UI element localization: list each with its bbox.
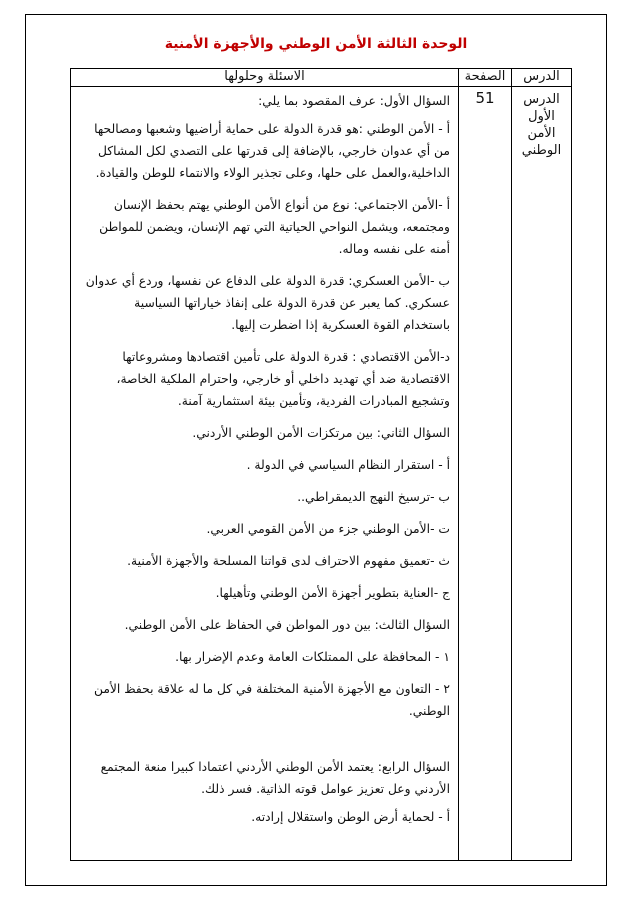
page-title: الوحدة الثالثة الأمن الوطني والأجهزة الأمنية bbox=[164, 36, 468, 52]
answer-line: الوطني. bbox=[408, 704, 450, 718]
lesson-line: الوطني bbox=[521, 143, 562, 158]
answer-line: ت -الأمن الوطني جزء من الأمن القومي العربي. bbox=[206, 522, 450, 536]
question-4: السؤال الرابع: يعتمد الأمن الوطني الأردني اعتمادا كبيرا منعة المجتمع bbox=[100, 760, 450, 774]
page-number: 51 bbox=[459, 87, 512, 861]
answer-line: عسكري. كما يعبر عن قدرة الدولة على إنفاذ خياراتها السياسية bbox=[134, 296, 450, 310]
lesson-cell bbox=[512, 87, 572, 861]
table-header-row bbox=[71, 69, 572, 87]
lesson-line: الدرس bbox=[523, 92, 560, 107]
answer-line: الاقتصادية ضد أي تهديد داخلي أو خارجي، واحترام الملكية الخاصة، bbox=[116, 372, 450, 386]
answer-line: ب -ترسيخ النهج الديمقراطي.. bbox=[297, 490, 450, 504]
answer-line: د-الأمن الاقتصادي : قدرة الدولة على تأمين اقتصادها ومشروعاتها bbox=[122, 350, 450, 364]
qa-cell bbox=[71, 87, 459, 861]
answer-line: أ - استقرار النظام السياسي في الدولة . bbox=[246, 458, 450, 472]
answer-line: ٢ - التعاون مع الأجهزة الأمنية المختلفة في كل ما له علاقة بحفظ الأمن bbox=[93, 682, 450, 696]
question-2: السؤال الثاني: بين مرتكزات الأمن الوطني الأردني. bbox=[192, 426, 450, 440]
answer-line: ج -العناية بتطوير أجهزة الأمن الوطني وتأهيلها. bbox=[215, 586, 450, 600]
answer-line: الأردني وعل تعزيز عوامل قوته الذاتية. فسر ذلك. bbox=[201, 782, 450, 796]
answer-line: وتشجيع المبادرات الفردية، وتأمين بيئة استثمارية آمنة. bbox=[177, 394, 450, 408]
lesson-line: الأول bbox=[528, 109, 555, 124]
answer-line: ١ - المحافظة على الممتلكات العامة وعدم الإضرار بها. bbox=[175, 650, 450, 664]
answer-line: أ -الأمن الاجتماعي: نوع من أنواع الأمن الوطني يهتم بحفظ الإنسان bbox=[113, 198, 450, 212]
answer-line: ب -الأمن العسكري: قدرة الدولة على الدفاع عن نفسها، وردع أي عدوان bbox=[85, 274, 450, 288]
qa-table bbox=[70, 68, 572, 861]
answer-line: الداخلية،والعمل على حلها، وعلى تجذير الولاء والانتماء للوطن والقيادة. bbox=[95, 166, 450, 180]
answer-line: من أي عدوان خارجي، بالإضافة إلى قدرتها على التصدي لكل المشاكل bbox=[97, 144, 450, 158]
header-lesson: الدرس bbox=[512, 69, 572, 87]
answer-line: ث -تعميق مفهوم الاحتراف لدى قواتنا المسلحة والأجهزة الأمنية. bbox=[127, 554, 450, 568]
answer-line: باستخدام القوة العسكرية إذا اضطرت إليها. bbox=[231, 318, 450, 332]
header-qa: الاسئلة وحلولها bbox=[71, 69, 459, 87]
header-page: الصفحة bbox=[459, 69, 512, 87]
lesson-line: الأمن bbox=[527, 126, 556, 141]
table-row bbox=[71, 87, 572, 861]
question-1: السؤال الأول: عرف المقصود بما يلي: bbox=[258, 94, 450, 108]
question-3: السؤال الثالث: بين دور المواطن في الحفاظ على الأمن الوطني. bbox=[124, 618, 450, 632]
answer-line: أمنه على نفسه وماله. bbox=[338, 242, 450, 256]
answer-line: ومجتمعه، ويشمل النواحي الحياتية التي تهم الإنسان، ويضمن للمواطن bbox=[99, 220, 450, 234]
answer-line: أ - لحماية أرض الوطن واستقلال إرادته. bbox=[251, 810, 450, 824]
answer-line: أ - الأمن الوطني :هو قدرة الدولة على حماية أراضيها وشعبها ومصالحها bbox=[94, 122, 450, 136]
